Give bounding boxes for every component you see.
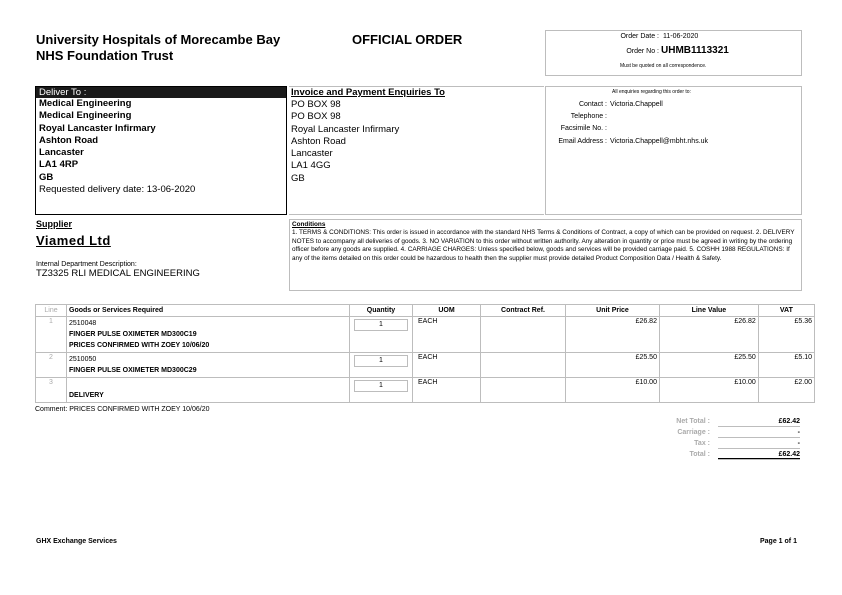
total-value: £62.42 [778,451,800,458]
invoice-line: Lancaster [291,148,333,160]
email-value[interactable]: Victoria.Chappell@mbht.nhs.uk [610,138,709,145]
supplier-name: Viamed Ltd [36,233,111,248]
carriage-row [648,427,800,438]
totals-block [648,416,800,460]
supplier-heading: Supplier [36,219,73,229]
order-no-value: UHMB1113321 [661,45,729,56]
unit-price-value: £25.50 [566,353,660,378]
uom-value: EACH [413,317,481,353]
invoice-heading: Invoice and Payment Enquiries To [291,87,445,98]
order-comment: Comment: PRICES CONFIRMED WITH ZOEY 10/06/20 [35,406,210,413]
deliver-line: Medical Engineering [39,110,132,122]
product-description: FINGER PULSE OXIMETER MD300C29 [69,367,197,374]
deliver-line: Lancaster [39,147,84,159]
contact-box [545,86,802,215]
invoice-line: Royal Lancaster Infirmary [291,123,400,135]
invoice-line: PO BOX 98 [291,111,341,123]
line-number: 2 [36,353,67,378]
deliver-line: GB [39,171,54,183]
order-no-label: Order No : [626,48,659,55]
order-date-value: 11-06-2020 [663,33,699,40]
total-row [648,449,800,460]
net-total-label: Net Total : [676,418,710,425]
quantity-value: 1 [354,319,408,331]
contract-ref-value [481,378,566,403]
product-code: 2510050 [69,356,97,363]
deliver-line: LA1 4RP [39,159,79,171]
deliver-line: Royal Lancaster Infirmary [39,122,156,134]
department-label: Internal Department Description: [36,261,137,268]
order-info-box [545,30,802,76]
conditions-heading: Conditions [292,221,326,228]
document-title: OFFICIAL ORDER [352,32,463,47]
table-row [36,378,815,403]
col-line-value: Line Value [659,305,758,317]
unit-price-value: £26.82 [566,317,660,353]
col-contract-ref: Contract Ref. [481,305,566,317]
unit-price-value: £10.00 [566,378,660,403]
net-total-value: £62.42 [778,418,800,425]
product-code [69,379,347,390]
deliver-to-heading: Deliver To : [36,87,286,98]
uom-value: EACH [413,378,481,403]
quantity-cell [350,353,413,378]
department-value: TZ3325 RLI MEDICAL ENGINEERING [36,268,200,279]
product-description: FINGER PULSE OXIMETER MD300C19 [69,331,197,338]
net-total-row [648,416,800,427]
quantity-value: 1 [354,355,408,367]
contact-value: Victoria.Chappell [610,101,663,108]
telephone-label: Telephone : [570,113,607,120]
contract-ref-value [481,317,566,353]
order-lines-table [35,304,815,403]
contact-label: Contact : [578,101,607,108]
quantity-cell [350,317,413,353]
conditions-box [289,219,802,291]
tax-label: Tax : [694,440,710,447]
col-goods: Goods or Services Required [67,305,350,317]
tax-row [648,438,800,449]
line-number: 3 [36,378,67,403]
order-date-label: Order Date : [620,33,659,40]
goods-cell [67,353,350,378]
table-header-row [36,305,815,317]
quantity-value: 1 [354,380,408,392]
col-unit-price: Unit Price [566,305,660,317]
contract-ref-value [481,353,566,378]
invoice-enquiries-box [289,86,544,215]
carriage-label: Carriage : [677,429,710,436]
vat-value: £5.36 [758,317,814,353]
requested-delivery-date: Requested delivery date: 13-06-2020 [39,184,196,196]
table-row [36,353,815,378]
deliver-line: Ashton Road [39,134,99,146]
uom-value: EACH [413,353,481,378]
product-note: PRICES CONFIRMED WITH ZOEY 10/06/20 [69,342,210,349]
total-label: Total : [689,451,710,458]
product-code: 2510048 [69,320,97,327]
col-vat: VAT [758,305,814,317]
line-value-value: £26.82 [659,317,758,353]
line-number: 1 [36,317,67,353]
email-label: Email Address : [558,138,607,145]
quantity-cell [350,378,413,403]
invoice-line: Ashton Road [291,135,346,147]
facsimile-label: Facsimile No. : [560,125,607,132]
tax-value: - [797,440,800,447]
organisation-title: University Hospitals of Morecambe Bay NHS Foundation Trust [36,32,281,63]
deliver-to-box [35,86,287,215]
product-note: DELIVERY [69,392,104,399]
col-line: Line [36,305,67,317]
vat-value: £5.10 [758,353,814,378]
carriage-value: - [797,429,800,436]
goods-cell [67,378,350,403]
col-uom: UOM [413,305,481,317]
table-row [36,317,815,353]
line-value-value: £10.00 [659,378,758,403]
invoice-line: LA1 4GG [291,160,331,172]
enquiries-note: All enquiries regarding this order to: [612,89,691,95]
line-value-value: £25.50 [659,353,758,378]
goods-cell [67,317,350,353]
conditions-text: 1. TERMS & CONDITIONS: This order is issued in accordance with the standard NHS Terms & Conditions of Contract, a copy of which can be provided on request. 2. DELIVERY NOTES to accompany all deliveries of goods. 3. NO VARIATION to this order without written authority. Any alteration in quantity or price must be agreed in writing by the ordering officer before any goods are supplied. 4. CARRIAGE CHARGES: Unless specified below, goods and services will be provided carriage paid. 5. COSHH 1988 REGULATIONS: If any of the items detailed on this order could be hazardous to health then the supplier must provide detailed Product Composition Data / Health & Safety. [292,229,795,262]
quote-note: Must be quoted on all correspondence. [620,63,707,69]
deliver-line: Medical Engineering [39,98,132,109]
col-quantity: Quantity [350,305,413,317]
page-number: Page 1 of 1 [760,538,797,545]
footer-left: GHX Exchange Services [36,538,117,545]
invoice-line: PO BOX 98 [291,99,341,110]
vat-value: £2.00 [758,378,814,403]
invoice-line: GB [291,172,305,184]
